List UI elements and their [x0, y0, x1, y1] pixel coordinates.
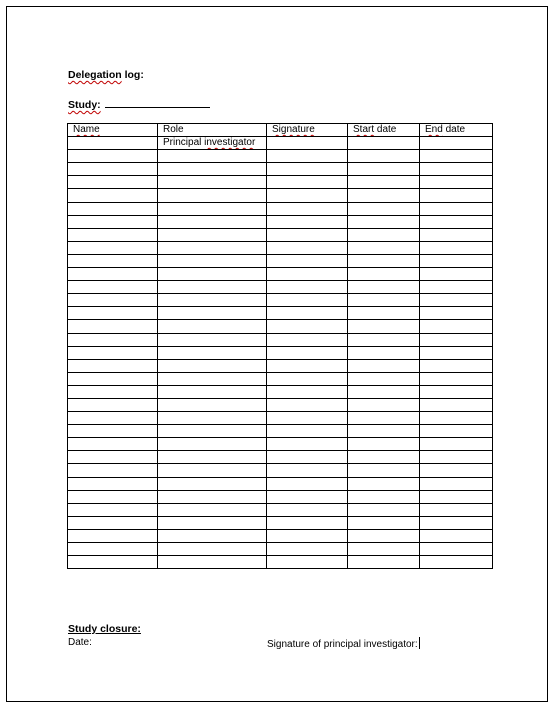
cell-role[interactable]	[158, 163, 267, 176]
cell-name[interactable]	[68, 163, 158, 176]
cell-end-date[interactable]	[420, 254, 493, 267]
table-row	[68, 189, 493, 202]
cell-signature[interactable]	[267, 398, 348, 411]
header-start-date: Start date	[348, 124, 420, 137]
table-row	[68, 241, 493, 254]
cell-name[interactable]	[68, 150, 158, 163]
cell-signature[interactable]	[267, 163, 348, 176]
cell-signature[interactable]	[267, 516, 348, 529]
cell-role[interactable]	[158, 215, 267, 228]
table-row	[68, 477, 493, 490]
table-row	[68, 268, 493, 281]
cell-start-date[interactable]	[348, 490, 420, 503]
cell-end-date[interactable]	[420, 385, 493, 398]
cell-signature[interactable]	[267, 385, 348, 398]
cell-role[interactable]	[158, 281, 267, 294]
study-blank-line[interactable]	[105, 97, 210, 108]
cell-role[interactable]	[158, 503, 267, 516]
cell-end-date[interactable]	[420, 503, 493, 516]
document-title	[68, 69, 144, 81]
table-row	[68, 398, 493, 411]
table-row	[68, 137, 493, 150]
cell-signature[interactable]	[267, 543, 348, 556]
cell-name[interactable]	[68, 333, 158, 346]
table-row	[68, 150, 493, 163]
cell-end-date[interactable]	[420, 268, 493, 281]
cell-start-date[interactable]	[348, 228, 420, 241]
cell-name[interactable]	[68, 477, 158, 490]
cell-start-date[interactable]	[348, 529, 420, 542]
cell-role[interactable]	[158, 543, 267, 556]
cell-name[interactable]	[68, 412, 158, 425]
cell-name[interactable]	[68, 294, 158, 307]
cell-end-date[interactable]	[420, 294, 493, 307]
cell-signature[interactable]	[267, 202, 348, 215]
cell-name[interactable]	[68, 438, 158, 451]
cell-role[interactable]	[158, 412, 267, 425]
cell-name[interactable]	[68, 215, 158, 228]
cell-role[interactable]	[158, 176, 267, 189]
cell-name[interactable]	[68, 451, 158, 464]
cell-name[interactable]	[68, 398, 158, 411]
cell-end-date[interactable]	[420, 150, 493, 163]
cell-start-date[interactable]	[348, 189, 420, 202]
cell-start-date[interactable]	[348, 412, 420, 425]
cell-name[interactable]	[68, 228, 158, 241]
table-row	[68, 281, 493, 294]
cell-role[interactable]	[158, 385, 267, 398]
study-label: Study:	[68, 99, 101, 111]
cell-signature[interactable]	[267, 241, 348, 254]
cell-role[interactable]	[158, 189, 267, 202]
cell-start-date[interactable]	[348, 215, 420, 228]
table-row	[68, 163, 493, 176]
cell-end-date[interactable]	[420, 438, 493, 451]
cell-signature[interactable]	[267, 359, 348, 372]
cell-start-date[interactable]	[348, 425, 420, 438]
cell-name[interactable]	[68, 241, 158, 254]
date-label: Date:	[68, 637, 92, 648]
cell-role[interactable]	[158, 359, 267, 372]
cell-role[interactable]	[158, 150, 267, 163]
text-cursor	[419, 637, 420, 649]
cell-role[interactable]	[158, 228, 267, 241]
table-row	[68, 215, 493, 228]
table-row	[68, 228, 493, 241]
cell-end-date[interactable]	[420, 320, 493, 333]
cell-name[interactable]	[68, 202, 158, 215]
cell-end-date[interactable]	[420, 398, 493, 411]
cell-role[interactable]	[158, 346, 267, 359]
cell-signature[interactable]	[267, 412, 348, 425]
cell-name[interactable]	[68, 346, 158, 359]
cell-signature[interactable]	[267, 490, 348, 503]
cell-name[interactable]	[68, 464, 158, 477]
cell-name[interactable]	[68, 556, 158, 569]
cell-role[interactable]	[158, 268, 267, 281]
cell-role[interactable]	[158, 451, 267, 464]
table-row	[68, 464, 493, 477]
header-signature: Signature	[267, 124, 348, 137]
table-row	[68, 320, 493, 333]
cell-end-date[interactable]	[420, 307, 493, 320]
cell-name[interactable]	[68, 320, 158, 333]
table-row	[68, 372, 493, 385]
cell-start-date[interactable]	[348, 163, 420, 176]
cell-end-date[interactable]	[420, 477, 493, 490]
cell-role[interactable]	[158, 372, 267, 385]
table-row	[68, 176, 493, 189]
table-row	[68, 333, 493, 346]
cell-name[interactable]	[68, 359, 158, 372]
table-row	[68, 556, 493, 569]
cell-role[interactable]	[158, 398, 267, 411]
table-row	[68, 516, 493, 529]
table-row	[68, 307, 493, 320]
cell-start-date[interactable]	[348, 176, 420, 189]
cell-end-date[interactable]	[420, 281, 493, 294]
table-row	[68, 529, 493, 542]
cell-signature[interactable]	[267, 529, 348, 542]
cell-start-date[interactable]	[348, 516, 420, 529]
cell-signature[interactable]	[267, 228, 348, 241]
title-word: Delegation	[68, 69, 122, 81]
cell-end-date[interactable]	[420, 215, 493, 228]
cell-end-date[interactable]	[420, 333, 493, 346]
header-end-date: End date	[420, 124, 493, 137]
delegation-table	[67, 123, 493, 569]
cell-signature[interactable]	[267, 425, 348, 438]
cell-start-date[interactable]	[348, 307, 420, 320]
cell-signature[interactable]	[267, 294, 348, 307]
cell-signature[interactable]	[267, 438, 348, 451]
cell-role[interactable]	[158, 241, 267, 254]
cell-start-date[interactable]	[348, 503, 420, 516]
cell-end-date[interactable]	[420, 451, 493, 464]
cell-signature[interactable]	[267, 176, 348, 189]
cell-end-date[interactable]	[420, 490, 493, 503]
cell-role[interactable]	[158, 254, 267, 267]
table-row	[68, 503, 493, 516]
cell-signature[interactable]	[267, 320, 348, 333]
cell-name[interactable]	[68, 385, 158, 398]
cell-signature[interactable]	[267, 464, 348, 477]
cell-end-date[interactable]	[420, 464, 493, 477]
cell-end-date[interactable]	[420, 372, 493, 385]
cell-role[interactable]: Principal investigator	[158, 137, 267, 150]
cell-role[interactable]	[158, 333, 267, 346]
table-row	[68, 425, 493, 438]
cell-signature[interactable]	[267, 503, 348, 516]
cell-start-date[interactable]	[348, 294, 420, 307]
document-page	[6, 6, 548, 702]
cell-signature[interactable]	[267, 372, 348, 385]
cell-name[interactable]	[68, 254, 158, 267]
cell-name[interactable]	[68, 516, 158, 529]
table-row	[68, 438, 493, 451]
cell-role[interactable]	[158, 529, 267, 542]
cell-signature[interactable]	[267, 150, 348, 163]
cell-signature[interactable]	[267, 137, 348, 150]
table-row	[68, 359, 493, 372]
cell-role[interactable]	[158, 477, 267, 490]
cell-name[interactable]	[68, 543, 158, 556]
cell-start-date[interactable]	[348, 385, 420, 398]
table-row	[68, 543, 493, 556]
cell-name[interactable]	[68, 503, 158, 516]
header-role: Role	[158, 124, 267, 137]
cell-name[interactable]	[68, 176, 158, 189]
cell-end-date[interactable]	[420, 176, 493, 189]
cell-end-date[interactable]	[420, 516, 493, 529]
cell-start-date[interactable]	[348, 346, 420, 359]
cell-signature[interactable]	[267, 333, 348, 346]
table-row	[68, 385, 493, 398]
cell-name[interactable]	[68, 189, 158, 202]
cell-signature[interactable]	[267, 451, 348, 464]
cell-signature[interactable]	[267, 346, 348, 359]
table-row	[68, 254, 493, 267]
cell-signature[interactable]	[267, 215, 348, 228]
cell-start-date[interactable]	[348, 398, 420, 411]
cell-start-date[interactable]	[348, 438, 420, 451]
pi-signature-field[interactable]	[267, 637, 420, 650]
table-row	[68, 490, 493, 503]
cell-role[interactable]	[158, 294, 267, 307]
cell-start-date[interactable]	[348, 320, 420, 333]
cell-name[interactable]	[68, 490, 158, 503]
cell-role[interactable]	[158, 464, 267, 477]
cell-signature[interactable]	[267, 477, 348, 490]
pi-signature-label: Signature of principal investigator:	[267, 639, 418, 650]
cell-role[interactable]	[158, 516, 267, 529]
cell-end-date[interactable]	[420, 425, 493, 438]
cell-end-date[interactable]	[420, 241, 493, 254]
table-row	[68, 202, 493, 215]
cell-start-date[interactable]	[348, 333, 420, 346]
cell-start-date[interactable]	[348, 202, 420, 215]
cell-start-date[interactable]	[348, 137, 420, 150]
cell-name[interactable]	[68, 529, 158, 542]
cell-signature[interactable]	[267, 254, 348, 267]
cell-end-date[interactable]	[420, 346, 493, 359]
cell-name[interactable]	[68, 281, 158, 294]
study-field[interactable]	[68, 97, 210, 111]
cell-start-date[interactable]	[348, 451, 420, 464]
cell-end-date[interactable]	[420, 228, 493, 241]
cell-signature[interactable]	[267, 307, 348, 320]
cell-end-date[interactable]	[420, 202, 493, 215]
cell-end-date[interactable]	[420, 556, 493, 569]
title-rest: log:	[121, 69, 144, 81]
study-closure-title: Study closure:	[68, 623, 141, 635]
cell-start-date[interactable]	[348, 150, 420, 163]
cell-end-date[interactable]	[420, 529, 493, 542]
cell-role[interactable]	[158, 307, 267, 320]
cell-end-date[interactable]	[420, 137, 493, 150]
cell-start-date[interactable]	[348, 556, 420, 569]
cell-start-date[interactable]	[348, 372, 420, 385]
cell-signature[interactable]	[267, 268, 348, 281]
table-body	[68, 137, 493, 569]
cell-end-date[interactable]	[420, 163, 493, 176]
table-row	[68, 294, 493, 307]
cell-role[interactable]	[158, 490, 267, 503]
table-row	[68, 412, 493, 425]
cell-signature[interactable]	[267, 556, 348, 569]
cell-start-date[interactable]	[348, 281, 420, 294]
cell-start-date[interactable]	[348, 268, 420, 281]
cell-signature[interactable]	[267, 189, 348, 202]
cell-end-date[interactable]	[420, 359, 493, 372]
cell-start-date[interactable]	[348, 359, 420, 372]
cell-end-date[interactable]	[420, 412, 493, 425]
cell-name[interactable]	[68, 425, 158, 438]
cell-name[interactable]	[68, 268, 158, 281]
cell-role[interactable]	[158, 425, 267, 438]
cell-start-date[interactable]	[348, 241, 420, 254]
cell-name[interactable]	[68, 307, 158, 320]
cell-end-date[interactable]	[420, 543, 493, 556]
cell-end-date[interactable]	[420, 189, 493, 202]
cell-signature[interactable]	[267, 281, 348, 294]
table-header-row	[68, 124, 493, 137]
cell-start-date[interactable]	[348, 254, 420, 267]
cell-role[interactable]	[158, 556, 267, 569]
cell-role[interactable]	[158, 438, 267, 451]
header-name: Name	[68, 124, 158, 137]
cell-start-date[interactable]	[348, 464, 420, 477]
table-row	[68, 451, 493, 464]
cell-role[interactable]	[158, 320, 267, 333]
cell-name[interactable]	[68, 137, 158, 150]
cell-start-date[interactable]	[348, 477, 420, 490]
cell-start-date[interactable]	[348, 543, 420, 556]
table-row	[68, 346, 493, 359]
cell-role[interactable]	[158, 202, 267, 215]
cell-name[interactable]	[68, 372, 158, 385]
